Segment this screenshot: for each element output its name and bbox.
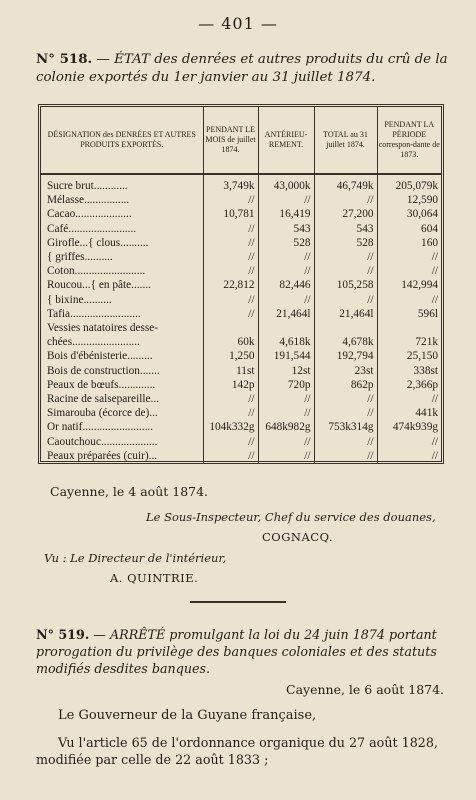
- row-value: //: [314, 392, 377, 406]
- row-value: 604: [377, 222, 441, 236]
- row-value: 16,419: [258, 207, 314, 221]
- row-label: Peaux de bœufs.............: [47, 378, 156, 391]
- row-value: //: [314, 293, 377, 307]
- row-value: //: [377, 250, 441, 264]
- row-value: //: [377, 449, 441, 463]
- row-value: 441k: [377, 406, 441, 420]
- row-value: //: [203, 293, 258, 307]
- row-label: Roucou...{ en pâte.......: [47, 279, 151, 292]
- row-value: 142p: [203, 378, 258, 392]
- row-value: //: [258, 264, 314, 278]
- row-value: 3,749k: [203, 174, 258, 193]
- arrete-heading: [36, 626, 450, 677]
- row-value: 528: [314, 236, 377, 250]
- row-value: 721k: [377, 335, 441, 349]
- title-number: N° 518.: [36, 51, 93, 67]
- table-row: [41, 349, 441, 363]
- row-value: 474k939g: [377, 420, 441, 434]
- signature-1-line: Le Sous-Inspecteur, Chef du service des douanes,: [146, 510, 436, 524]
- row-value: //: [258, 406, 314, 420]
- row-value: 205,079k: [377, 174, 441, 193]
- title-text: — ÉTAT des denrées et autres produits du crû de la colonie exportés du 1er janvier au 31 juillet 1874.: [36, 52, 448, 85]
- row-value: //: [203, 193, 258, 207]
- row-value: [258, 321, 314, 335]
- row-value: //: [203, 250, 258, 264]
- header-total: TOTAL au 31 juillet 1874.: [314, 107, 377, 174]
- header-1873: PENDANT LA PÉRIODE correspon-dante de 1873.: [377, 107, 441, 174]
- signature-1-name: COGNACQ.: [262, 530, 334, 544]
- row-value: 21,464l: [314, 307, 377, 321]
- row-value: [314, 321, 377, 335]
- row-value: //: [314, 406, 377, 420]
- row-label: Vessies natatoires desse-: [47, 322, 159, 335]
- row-value: //: [203, 264, 258, 278]
- row-value: 543: [258, 222, 314, 236]
- row-value: 192,794: [314, 349, 377, 363]
- row-value: 104k332g: [203, 420, 258, 434]
- row-value: //: [258, 293, 314, 307]
- table-row: [41, 435, 441, 449]
- row-value: 30,064: [377, 207, 441, 221]
- row-value: 11st: [203, 364, 258, 378]
- row-value: //: [314, 435, 377, 449]
- row-value: 105,258: [314, 278, 377, 292]
- governor-line: Le Gouverneur de la Guyane française,: [58, 708, 317, 723]
- row-value: [377, 321, 441, 335]
- row-label: chées........................: [47, 336, 140, 349]
- row-value: //: [314, 264, 377, 278]
- row-value: //: [314, 193, 377, 207]
- row-value: 27,200: [314, 207, 377, 221]
- table-row: [41, 293, 441, 307]
- table-row: [41, 321, 441, 335]
- row-label: Café........................: [47, 222, 137, 235]
- row-value: //: [203, 236, 258, 250]
- row-value: 4,678k: [314, 335, 377, 349]
- section-divider: [190, 601, 286, 603]
- row-value: 21,464l: [258, 307, 314, 321]
- table-row: [41, 335, 441, 349]
- table-row: [41, 222, 441, 236]
- row-label: Girofle...{ clous..........: [47, 236, 149, 249]
- row-value: 160: [377, 236, 441, 250]
- row-label: Cacao....................: [47, 208, 132, 221]
- row-label: { griffes..........: [47, 251, 113, 264]
- row-value: //: [203, 406, 258, 420]
- row-value: //: [258, 392, 314, 406]
- row-value: 648k982g: [258, 420, 314, 434]
- row-value: //: [314, 250, 377, 264]
- row-value: 720p: [258, 378, 314, 392]
- row-value: 543: [314, 222, 377, 236]
- row-value: //: [377, 392, 441, 406]
- signature-2-name: A. QUINTRIE.: [110, 571, 199, 585]
- row-value: 23st: [314, 364, 377, 378]
- header-previous: ANTÉRIEU-REMENT.: [258, 107, 314, 174]
- table-row: [41, 250, 441, 264]
- row-label: Bois de construction.......: [47, 364, 160, 377]
- row-value: 12st: [258, 364, 314, 378]
- row-value: //: [258, 449, 314, 463]
- row-value: 22,812: [203, 278, 258, 292]
- row-value: 2,366p: [377, 378, 441, 392]
- row-value: 862p: [314, 378, 377, 392]
- row-label: Coton.........................: [47, 265, 146, 278]
- row-value: //: [377, 435, 441, 449]
- row-value: 4,618k: [258, 335, 314, 349]
- row-value: //: [258, 250, 314, 264]
- row-value: 82,446: [258, 278, 314, 292]
- table-row: [41, 449, 441, 463]
- row-label: Tafia.........................: [47, 307, 141, 320]
- row-value: 12,590: [377, 193, 441, 207]
- row-value: //: [258, 435, 314, 449]
- row-label: Racine de salsepareille...: [47, 393, 159, 406]
- table-row: [41, 378, 441, 392]
- row-value: 142,994: [377, 278, 441, 292]
- table-row: [41, 406, 441, 420]
- header-month: PENDANT LE MOIS de juillet 1874.: [203, 107, 258, 174]
- row-value: //: [203, 392, 258, 406]
- row-value: //: [203, 222, 258, 236]
- table-row: [41, 264, 441, 278]
- row-value: //: [203, 435, 258, 449]
- row-label: Caoutchouc....................: [47, 435, 158, 448]
- row-label: Simarouba (écorce de)...: [47, 407, 158, 420]
- row-label: Mélasse................: [47, 194, 130, 207]
- row-label: Sucre brut............: [47, 180, 128, 192]
- row-value: //: [203, 307, 258, 321]
- row-value: 60k: [203, 335, 258, 349]
- considerant-paragraph: Vu l'article 65 de l'ordonnance organique du 27 août 1828, modifiée par celle de 22 août 1833 ;: [36, 735, 438, 767]
- row-value: //: [377, 293, 441, 307]
- row-value: //: [377, 264, 441, 278]
- row-value: 1,250: [203, 349, 258, 363]
- table-row: [41, 364, 441, 378]
- row-value: 596l: [377, 307, 441, 321]
- row-value: 10,781: [203, 207, 258, 221]
- table-row: [41, 392, 441, 406]
- row-label: Or natif.........................: [47, 421, 154, 434]
- table-header-row: [41, 107, 441, 174]
- row-value: 338st: [377, 364, 441, 378]
- table-body: [41, 174, 441, 463]
- row-value: 191,544: [258, 349, 314, 363]
- row-label: Bois d'ébénisterie.........: [47, 350, 153, 363]
- row-value: //: [258, 193, 314, 207]
- arrete-number: N° 519.: [36, 627, 90, 642]
- row-value: 46,749k: [314, 174, 377, 193]
- arrete-text: — ARRÊTÉ promulgant la loi du 24 juin 1874 portant prorogation du privilège des banques coloniales et des statuts modifiés desdites banques.: [36, 627, 437, 676]
- table-row: [41, 420, 441, 434]
- table-row: [41, 207, 441, 221]
- row-value: 528: [258, 236, 314, 250]
- table-row: [41, 174, 441, 193]
- document-title: [36, 50, 448, 87]
- row-label: { bixine..........: [47, 293, 112, 306]
- table-row: [41, 307, 441, 321]
- row-value: [203, 321, 258, 335]
- header-designation: DÉSIGNATION des DENRÉES ET AUTRES PRODUITS EXPORTÉS.: [41, 107, 203, 174]
- table-row: [41, 278, 441, 292]
- row-value: 753k314g: [314, 420, 377, 434]
- signature-2-line: Vu : Le Directeur de l'intérieur,: [44, 551, 227, 565]
- row-label: Peaux préparées (cuir)...: [47, 449, 158, 462]
- place-date-2: Cayenne, le 6 août 1874.: [286, 682, 445, 697]
- table-row: [41, 236, 441, 250]
- export-table: [38, 104, 444, 464]
- row-value: 25,150: [377, 349, 441, 363]
- page-number: — 401 —: [198, 14, 278, 33]
- place-date-1: Cayenne, le 4 août 1874.: [50, 484, 209, 499]
- row-value: 43,000k: [258, 174, 314, 193]
- row-value: //: [314, 449, 377, 463]
- row-value: //: [203, 449, 258, 463]
- table-row: [41, 193, 441, 207]
